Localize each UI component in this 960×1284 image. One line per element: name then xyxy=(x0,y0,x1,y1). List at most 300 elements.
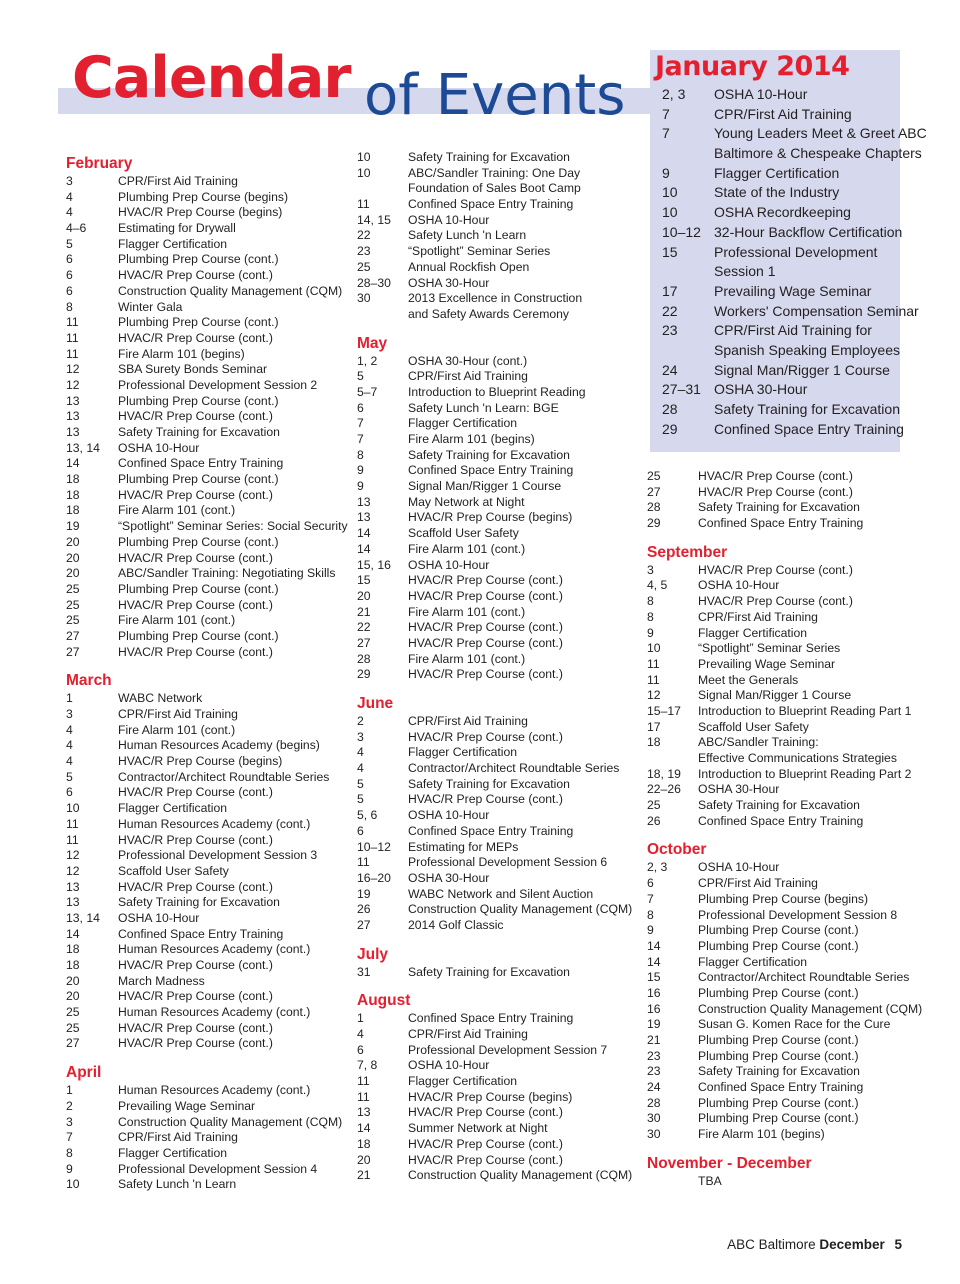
event-date: 12 xyxy=(66,362,80,377)
event-row xyxy=(66,331,351,347)
event-title: Flagger Certification xyxy=(408,1074,518,1089)
event-date: 14 xyxy=(66,926,80,941)
event-row xyxy=(647,782,909,798)
month-heading: September xyxy=(647,543,728,561)
event-title: Professional Development Session 3 xyxy=(118,848,318,863)
event-date: 28 xyxy=(647,500,661,515)
event-date: 27 xyxy=(647,484,661,499)
event-title: Plumbing Prep Course (cont.) xyxy=(118,315,279,330)
event-row xyxy=(66,503,351,519)
event-row xyxy=(66,707,351,723)
event-title: Safety Training for Excavation xyxy=(118,895,280,910)
event-title: OSHA 30-Hour xyxy=(408,275,490,290)
event-date: 16 xyxy=(647,985,661,1000)
event-date: 6 xyxy=(647,876,654,891)
event-title: OSHA 10-Hour xyxy=(408,212,490,227)
event-date: 2, 3 xyxy=(662,86,686,102)
event-row xyxy=(66,989,351,1005)
event-date: 3 xyxy=(66,174,73,188)
event-title: Construction Quality Management (CQM) xyxy=(118,283,343,298)
event-date: 28–30 xyxy=(357,275,391,290)
event-date: 9 xyxy=(357,463,364,478)
event-row xyxy=(357,416,645,432)
month-heading: May xyxy=(357,334,388,352)
event-title: Safety Lunch 'n Learn xyxy=(118,1177,237,1192)
event-row xyxy=(66,691,351,707)
event-title: Plumbing Prep Course (cont.) xyxy=(118,252,279,267)
event-row xyxy=(357,1074,645,1090)
event-date: 4 xyxy=(66,205,73,220)
event-row xyxy=(66,237,351,253)
event-date: 3 xyxy=(647,562,654,577)
event-row xyxy=(662,341,902,361)
event-title: HVAC/R Prep Course (cont.) xyxy=(408,729,563,744)
page-footer xyxy=(727,1236,902,1254)
event-row xyxy=(357,636,645,652)
event-row xyxy=(647,688,909,704)
issue-name: December xyxy=(819,1237,885,1252)
event-row xyxy=(66,268,351,284)
event-row xyxy=(647,1096,909,1112)
event-row xyxy=(357,824,645,840)
publication-name: ABC Baltimore xyxy=(727,1237,816,1252)
event-row xyxy=(357,244,645,260)
event-date xyxy=(647,751,698,767)
event-title: Confined Space Entry Training xyxy=(408,823,574,838)
event-title: OSHA 10-Hour xyxy=(118,440,200,455)
event-title: Summer Network at Night xyxy=(408,1121,548,1136)
event-date: 22 xyxy=(357,228,371,243)
event-title: Plumbing Prep Course (cont.) xyxy=(698,1095,859,1110)
event-row xyxy=(662,380,902,400)
event-title: OSHA 30-Hour (cont.) xyxy=(408,353,528,368)
event-row xyxy=(647,892,909,908)
event-date: 20 xyxy=(357,588,371,603)
event-row xyxy=(357,902,645,918)
month-heading: August xyxy=(357,992,411,1010)
event-date: 14 xyxy=(647,938,661,953)
event-title: WABC Network xyxy=(118,691,203,706)
event-title: “Spotlight” Seminar Series xyxy=(698,641,841,656)
event-row xyxy=(357,542,645,558)
event-title: Signal Man/Rigger 1 Course xyxy=(408,479,562,494)
january-event-list xyxy=(662,85,927,439)
event-row xyxy=(647,955,909,971)
event-title: Safety Training for Excavation xyxy=(698,1064,860,1079)
event-row xyxy=(66,974,351,990)
event-row xyxy=(66,958,351,974)
event-row xyxy=(357,432,645,448)
event-title: HVAC/R Prep Course (cont.) xyxy=(118,989,273,1004)
event-title: HVAC/R Prep Course (cont.) xyxy=(118,785,273,800)
event-row xyxy=(66,300,351,316)
event-date: 17 xyxy=(647,719,661,734)
event-title: March Madness xyxy=(118,973,205,988)
event-row xyxy=(66,911,351,927)
event-title: Fire Alarm 101 (cont.) xyxy=(118,613,236,628)
event-date: 11 xyxy=(66,330,79,345)
event-title: Safety Lunch 'n Learn xyxy=(408,228,527,243)
event-row xyxy=(66,1146,351,1162)
event-date: 1 xyxy=(66,1083,73,1098)
event-title: Estimating for MEPs xyxy=(408,839,519,854)
event-date: 13 xyxy=(357,510,371,525)
event-date: 21 xyxy=(357,604,371,619)
event-date: 13 xyxy=(66,895,80,910)
event-title: “Spotlight” Seminar Series xyxy=(408,244,551,259)
event-date: 4 xyxy=(357,1027,364,1041)
event-date xyxy=(357,307,408,323)
event-date: 9 xyxy=(662,164,670,181)
event-date: 28 xyxy=(662,401,678,417)
event-row xyxy=(357,1105,645,1121)
event-row xyxy=(357,777,645,793)
event-title: OSHA 30-Hour xyxy=(714,381,808,398)
event-title: Signal Man/Rigger 1 Course xyxy=(714,361,890,378)
event-date: 21 xyxy=(357,1168,371,1183)
event-row xyxy=(66,1115,351,1131)
event-date: 22 xyxy=(357,620,371,635)
event-row xyxy=(357,369,645,385)
event-date xyxy=(647,1174,698,1190)
event-row xyxy=(66,801,351,817)
event-row xyxy=(357,1043,645,1059)
event-date: 18 xyxy=(66,487,80,502)
event-date: 18 xyxy=(66,942,80,957)
event-date: 2 xyxy=(66,1098,73,1113)
event-row xyxy=(357,855,645,871)
event-title: OSHA Recordkeeping xyxy=(714,204,851,221)
event-date: 18 xyxy=(66,472,80,487)
event-row xyxy=(357,918,645,934)
event-title: 32-Hour Backflow Certification xyxy=(714,223,903,240)
event-date: 25 xyxy=(66,613,80,628)
event-row xyxy=(357,197,645,213)
event-title: OSHA 10-Hour xyxy=(118,910,200,925)
event-title: Confined Space Entry Training xyxy=(698,1080,864,1095)
event-date: 10 xyxy=(66,801,80,816)
event-title: Fire Alarm 101 (cont.) xyxy=(408,604,526,619)
event-date: 20 xyxy=(357,1152,371,1167)
event-row xyxy=(66,629,351,645)
event-date: 4 xyxy=(66,738,73,753)
event-date: 20 xyxy=(66,550,80,565)
event-title: HVAC/R Prep Course (cont.) xyxy=(698,469,853,483)
event-title: HVAC/R Prep Course (begins) xyxy=(118,205,283,220)
event-row xyxy=(357,448,645,464)
column-1 xyxy=(66,154,351,1193)
event-row xyxy=(66,535,351,551)
event-title: Plumbing Prep Course (cont.) xyxy=(698,938,859,953)
event-date: 25 xyxy=(66,597,80,612)
event-title: Fire Alarm 101 (cont.) xyxy=(408,541,526,556)
event-date: 5 xyxy=(357,792,364,807)
event-title: HVAC/R Prep Course (cont.) xyxy=(408,1152,563,1167)
event-title: HVAC/R Prep Course (cont.) xyxy=(118,879,273,894)
event-title: HVAC/R Prep Course (begins) xyxy=(118,754,283,769)
event-title: Confined Space Entry Training xyxy=(118,926,284,941)
event-row xyxy=(357,479,645,495)
month-heading: April xyxy=(66,1064,102,1082)
event-date: 20 xyxy=(66,566,80,581)
event-row xyxy=(647,908,909,924)
event-row xyxy=(357,887,645,903)
event-title: 2013 Excellence in Construction xyxy=(408,291,583,306)
event-row xyxy=(647,986,909,1002)
event-title: Flagger Certification xyxy=(408,416,518,431)
month-heading: October xyxy=(647,841,707,859)
event-title: Confined Space Entry Training xyxy=(408,1011,574,1026)
event-row xyxy=(647,500,909,516)
event-title: Flagger Certification xyxy=(698,625,808,640)
event-title: Construction Quality Management (CQM) xyxy=(118,1114,343,1129)
event-date: 24 xyxy=(647,1080,661,1095)
event-row xyxy=(357,573,645,589)
event-row xyxy=(357,385,645,401)
event-title: Winter Gala xyxy=(118,299,183,314)
event-title: Plumbing Prep Course (begins) xyxy=(698,891,869,906)
event-title: Human Resources Academy (begins) xyxy=(118,738,320,753)
event-title: Safety Training for Excavation xyxy=(714,401,900,417)
event-title: HVAC/R Prep Course (cont.) xyxy=(698,594,853,609)
event-title: Professional Development Session 2 xyxy=(118,377,318,392)
event-title: OSHA 10-Hour xyxy=(698,860,780,875)
event-row xyxy=(66,441,351,457)
event-title: Professional Development xyxy=(714,243,878,260)
event-row xyxy=(357,354,645,370)
event-date: 20 xyxy=(66,973,80,988)
event-row xyxy=(647,1127,909,1143)
page-title: Calendar xyxy=(72,45,351,111)
event-date: 5 xyxy=(357,776,364,791)
event-date xyxy=(662,341,714,361)
event-row xyxy=(357,1168,645,1184)
event-row xyxy=(357,714,645,730)
event-date: 8 xyxy=(647,609,654,624)
event-date: 6 xyxy=(357,823,364,838)
event-title: Safety Training for Excavation xyxy=(698,500,860,515)
event-title: Human Resources Academy (cont.) xyxy=(118,816,311,831)
event-row xyxy=(66,472,351,488)
event-title: Fire Alarm 101 (begins) xyxy=(408,432,535,446)
event-title: Safety Training for Excavation xyxy=(118,425,280,439)
event-date: 6 xyxy=(357,400,364,415)
event-title: HVAC/R Prep Course (cont.) xyxy=(118,1036,273,1051)
event-title: CPR/First Aid Training xyxy=(118,707,238,721)
event-date: 18 xyxy=(357,1136,371,1151)
event-date: 19 xyxy=(647,1017,661,1032)
event-title: HVAC/R Prep Course (cont.) xyxy=(118,832,273,847)
january-title: January 2014 xyxy=(655,51,850,82)
event-date: 1 xyxy=(66,691,73,706)
event-row xyxy=(647,1174,909,1190)
event-title: Confined Space Entry Training xyxy=(118,456,284,471)
event-date: 6 xyxy=(66,252,73,267)
event-row xyxy=(662,262,902,282)
event-date: 6 xyxy=(357,1042,364,1057)
event-row xyxy=(66,425,351,441)
event-title: Scaffold User Safety xyxy=(408,526,519,541)
event-title: WABC Network and Silent Auction xyxy=(408,886,594,901)
event-row xyxy=(662,85,902,105)
event-row xyxy=(647,673,909,689)
event-date: 15 xyxy=(662,243,678,260)
event-title: ABC/Sandler Training: One Day xyxy=(408,165,581,180)
event-title: Fire Alarm 101 (cont.) xyxy=(118,503,236,518)
event-date: 22–26 xyxy=(647,782,681,797)
event-date: 27 xyxy=(357,917,371,932)
event-date: 11 xyxy=(647,672,660,687)
event-title: Confined Space Entry Training xyxy=(408,463,574,478)
event-date: 30 xyxy=(357,291,371,306)
event-date: 15–17 xyxy=(647,703,681,718)
event-row xyxy=(357,840,645,856)
event-row xyxy=(66,582,351,598)
event-title: Susan G. Komen Race for the Cure xyxy=(698,1017,891,1032)
event-title: HVAC/R Prep Course (cont.) xyxy=(118,644,273,659)
event-date: 13, 14 xyxy=(66,910,100,925)
event-row xyxy=(647,469,909,485)
event-date: 25 xyxy=(647,469,661,483)
event-title: Plumbing Prep Course (cont.) xyxy=(698,923,859,938)
event-row xyxy=(647,970,909,986)
event-date: 3 xyxy=(66,1114,73,1129)
event-date: 4 xyxy=(357,745,364,760)
event-date: 9 xyxy=(357,479,364,494)
event-title: Construction Quality Management (CQM) xyxy=(698,1001,923,1016)
month-heading: March xyxy=(66,672,112,690)
event-row xyxy=(66,519,351,535)
event-date xyxy=(357,181,408,197)
event-row xyxy=(647,594,909,610)
event-date: 11 xyxy=(66,315,79,330)
event-date: 27 xyxy=(66,644,80,659)
event-row xyxy=(647,751,909,767)
event-row xyxy=(66,723,351,739)
event-title: Plumbing Prep Course (cont.) xyxy=(118,628,279,643)
event-title: Plumbing Prep Course (cont.) xyxy=(118,581,279,596)
event-row xyxy=(66,394,351,410)
event-row xyxy=(647,578,909,594)
event-date: 13 xyxy=(357,1105,371,1120)
event-date: 14 xyxy=(357,1121,371,1136)
event-date: 4 xyxy=(66,722,73,737)
event-date: 25 xyxy=(357,259,371,274)
event-title: Workers' Compensation Seminar xyxy=(714,302,919,319)
event-title: Contractor/Architect Roundtable Series xyxy=(698,970,910,985)
event-date: 28 xyxy=(357,651,371,666)
event-date: 14 xyxy=(357,526,371,541)
event-row xyxy=(647,939,909,955)
event-title: Prevailing Wage Seminar xyxy=(118,1098,256,1113)
page-number: 5 xyxy=(894,1237,902,1252)
event-date: 31 xyxy=(357,964,371,979)
event-date: 13 xyxy=(66,393,80,408)
event-date: 7 xyxy=(66,1130,73,1145)
event-title: OSHA 10-Hour xyxy=(408,557,490,572)
event-date: 5 xyxy=(357,369,364,384)
event-date: 11 xyxy=(357,197,370,212)
event-title: HVAC/R Prep Course (cont.) xyxy=(408,792,563,807)
event-date: 25 xyxy=(66,581,80,596)
event-title: 2014 Golf Classic xyxy=(408,917,504,932)
event-row xyxy=(357,463,645,479)
event-title: HVAC/R Prep Course (cont.) xyxy=(118,409,273,424)
event-row xyxy=(662,124,927,144)
event-date: 6 xyxy=(66,268,73,283)
event-title: Flagger Certification xyxy=(698,954,808,969)
event-title: HVAC/R Prep Course (begins) xyxy=(408,510,573,525)
event-row xyxy=(357,808,645,824)
event-date: 13 xyxy=(357,494,371,509)
event-row xyxy=(66,1021,351,1037)
event-row xyxy=(647,735,909,751)
event-date: 18, 19 xyxy=(647,766,681,781)
event-date: 10–12 xyxy=(357,839,391,854)
event-row xyxy=(662,183,902,203)
month-heading: July xyxy=(357,945,389,963)
event-row xyxy=(66,252,351,268)
event-date: 5 xyxy=(66,236,73,251)
event-date: 30 xyxy=(647,1127,661,1142)
event-title: HVAC/R Prep Course (cont.) xyxy=(408,1136,563,1151)
event-date: 8 xyxy=(66,299,73,314)
event-row xyxy=(66,1099,351,1115)
event-row xyxy=(647,1111,909,1127)
event-row xyxy=(66,409,351,425)
event-date: 7 xyxy=(357,416,364,431)
event-row xyxy=(66,754,351,770)
event-title: Signal Man/Rigger 1 Course xyxy=(698,688,852,703)
event-row xyxy=(357,871,645,887)
event-title: HVAC/R Prep Course (cont.) xyxy=(698,484,853,499)
event-date: 25 xyxy=(647,798,661,813)
event-date: 29 xyxy=(647,516,661,531)
event-row xyxy=(66,284,351,300)
event-date: 13 xyxy=(66,425,80,439)
event-title: OSHA 10-Hour xyxy=(408,1058,490,1073)
event-date xyxy=(662,262,714,282)
event-title: CPR/First Aid Training xyxy=(408,714,528,728)
event-date: 5, 6 xyxy=(357,808,378,823)
event-title: OSHA 30-Hour xyxy=(698,782,780,797)
event-row xyxy=(647,876,909,892)
event-title: Scaffold User Safety xyxy=(118,863,229,878)
event-date: 28 xyxy=(647,1095,661,1110)
event-row xyxy=(357,213,645,229)
event-row xyxy=(66,205,351,221)
event-date: 19 xyxy=(357,886,371,901)
event-row xyxy=(647,720,909,736)
event-title: Effective Communications Strategies xyxy=(698,751,897,765)
column-2 xyxy=(357,150,645,1184)
event-date: 23 xyxy=(647,1064,661,1079)
event-title: Plumbing Prep Course (begins) xyxy=(118,189,289,204)
event-row xyxy=(662,223,902,243)
event-date: 11 xyxy=(66,346,79,361)
event-row xyxy=(66,1005,351,1021)
event-row xyxy=(647,1017,909,1033)
event-title: ABC/Sandler Training: xyxy=(698,735,819,750)
event-title: Estimating for Drywall xyxy=(118,221,236,236)
column-3 xyxy=(647,469,923,1190)
event-title: Professional Development Session 6 xyxy=(408,855,608,870)
event-row xyxy=(66,864,351,880)
event-row xyxy=(647,766,912,783)
event-row xyxy=(647,1064,909,1080)
event-row xyxy=(357,1090,645,1106)
event-row xyxy=(647,814,909,830)
